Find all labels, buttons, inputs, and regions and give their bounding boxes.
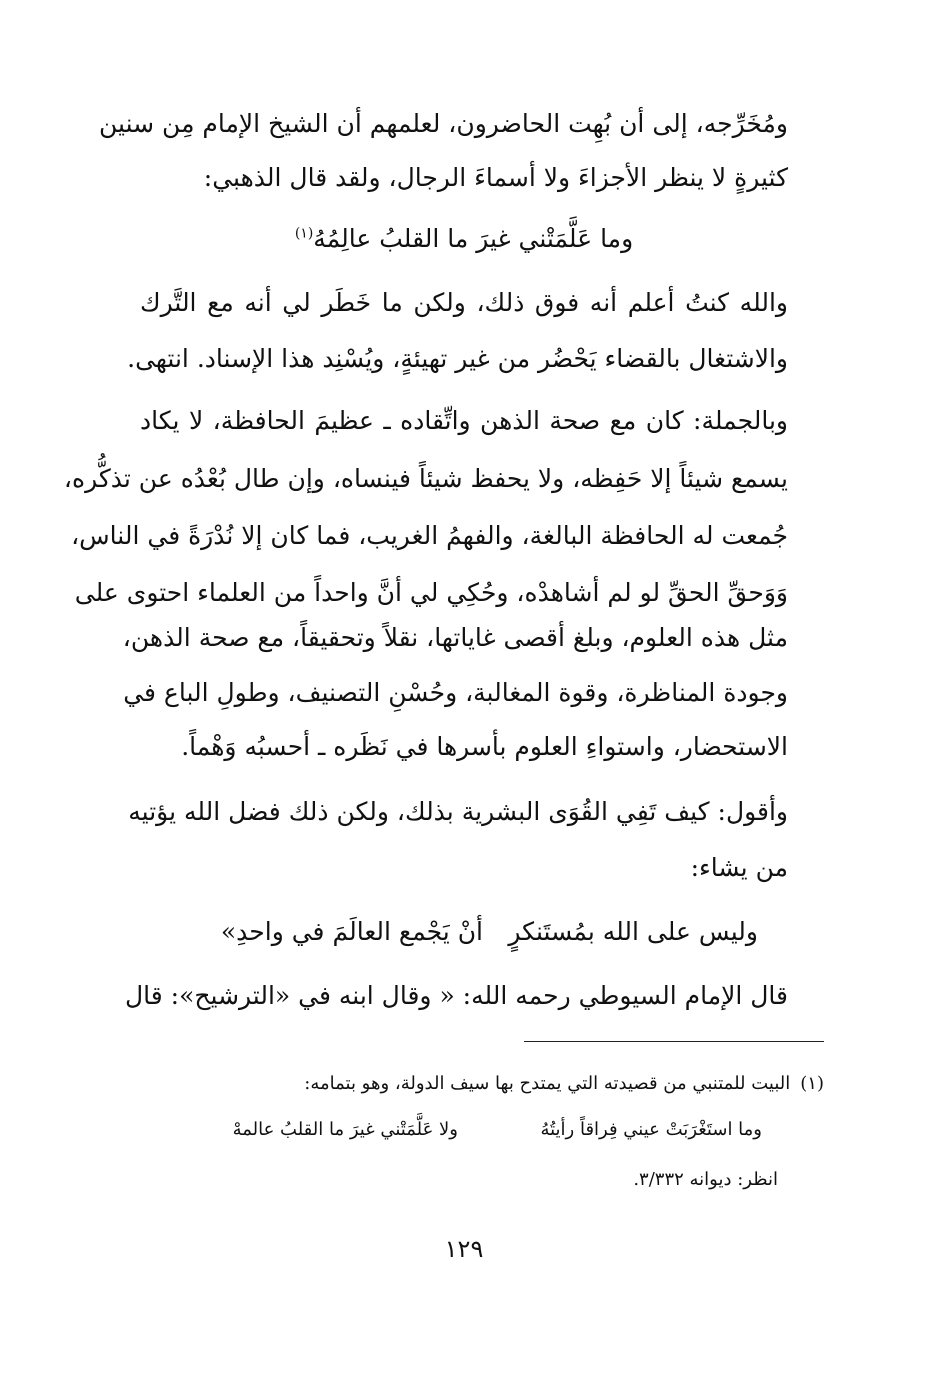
footnote-separator — [524, 1041, 824, 1042]
footnote-source: انظر: ديوانه ٣/٣٣٢. — [633, 1169, 778, 1190]
verse-hemistich-right: وليس على الله بمُستَنكرٍ — [508, 917, 758, 946]
body-line: وَوَحقِّ الحقِّ لو لم أشاهدْه، وحُكِي لي أنَّ واحداً من العلماء احتوى على — [74, 578, 788, 607]
body-line: مثل هذه العلوم، وبلغ أقصى غاياتها، نقلاً وتحقيقاً، مع صحة الذهن، — [122, 623, 788, 652]
page-number: ١٢٩ — [444, 1235, 484, 1263]
verse-line — [140, 222, 788, 256]
body-line: قال الإمام السيوطي رحمه الله: « وقال ابنه في «الترشيح»: قال — [124, 981, 788, 1010]
footnote-text: البيت للمتنبي من قصيدته التي يمتدح بها سيف الدولة، وهو بتمامه: — [304, 1073, 791, 1094]
footnote-verse-left: ولا عَلَّمَتْني غيرَ ما القلبُ عالمهْ — [232, 1119, 458, 1140]
footnote-line — [304, 1071, 824, 1097]
body-line: جُمعت له الحافظة البالغة، والفهمُ الغريب، فما كان إلا نُدْرَةً في الناس، — [71, 521, 788, 550]
body-line: وبالجملة: كان مع صحة الذهن واتِّقاده ـ عظيمَ الحافظة، لا يكاد — [140, 406, 788, 435]
body-line: الاستحضار، واستواءِ العلوم بأسرها في نَظَره ـ أحسبُه وَهْماً. — [181, 732, 788, 761]
body-line: وأقول: كيف تَفِي القُوَى البشرية بذلك، ولكن ذلك فضل الله يؤتيه — [128, 797, 788, 826]
body-line: والاشتغال بالقضاء يَحْضُر من غير تهيئةٍ، ويُسْنِد هذا الإسناد. انتهى. — [127, 344, 788, 373]
body-line: يسمع شيئاً إلا حَفِظه، ولا يحفظ شيئاً فينساه، وإن طال بُعْدُه عن تذكُّره، — [63, 464, 788, 493]
body-line: كثيرةٍ لا ينظر الأجزاءَ ولا أسماءَ الرجال، ولقد قال الذهبي: — [203, 163, 788, 192]
footnote-reference: (١) — [294, 225, 314, 242]
body-line: والله كنتُ أعلم أنه فوق ذلك، ولكن ما خَطَر لي أنه مع التَّرك — [140, 288, 788, 317]
body-line: من يشاء: — [690, 853, 788, 882]
verse-text: وما عَلَّمَتْني غيرَ ما القلبُ عالِمُهُ — [313, 224, 634, 253]
verse-hemistich-left: أنْ يَجْمع العالَمَ في واحدِ» — [220, 917, 483, 946]
body-line: وجودة المناظرة، وقوة المغالبة، وحُسْنِ التصنيف، وطولِ الباع في — [123, 678, 788, 707]
body-line: ومُخَرِّجه، إلى أن بُهِت الحاضرون، لعلمهم أن الشيخ الإمام مِن سنين — [99, 109, 788, 138]
footnote-verse-right: وما استَغْرَبَتْ عيني فِراقاً رأيتُهُ — [540, 1119, 762, 1140]
footnote-number: (١) — [800, 1073, 824, 1094]
